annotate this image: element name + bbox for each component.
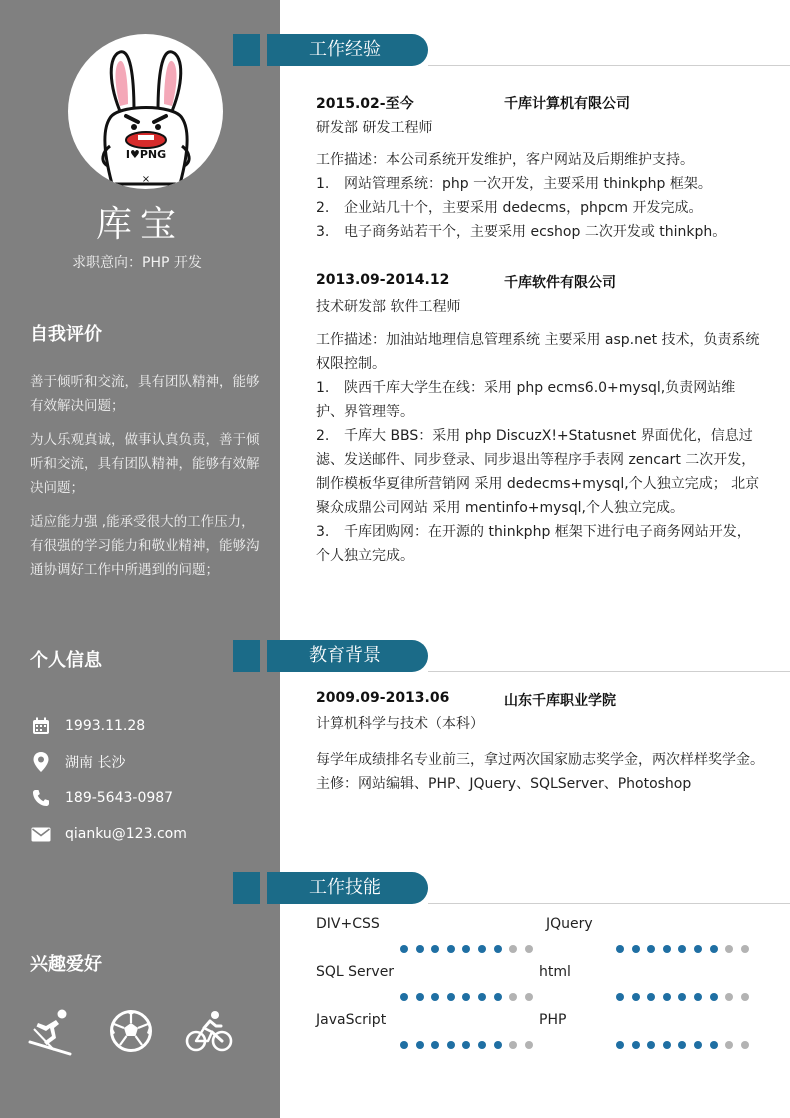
skill-dot-empty (725, 945, 733, 953)
skill-dot-filled (400, 945, 408, 953)
skill-dot-filled (663, 993, 671, 1001)
self-eval-paragraph: 善于倾听和交流，具有团队精神，能够有效解决问题； (30, 374, 260, 414)
job-intent: 求职意向：PHP 开发 (72, 255, 202, 271)
email-value: qianku@123.com (65, 826, 187, 842)
job-company: 千库计算机有限公司 (504, 96, 630, 112)
skill-dot-filled (431, 993, 439, 1001)
skill-dot-filled (678, 993, 686, 1001)
skill-dot-filled (632, 945, 640, 953)
skill-dot-filled (494, 945, 502, 953)
skill-dot-filled (431, 1041, 439, 1049)
skill-dot-filled (416, 1041, 424, 1049)
skill-dot-filled (462, 945, 470, 953)
skill-dot-filled (647, 945, 655, 953)
skill-dot-filled (647, 1041, 655, 1049)
skill-dot-empty (741, 993, 749, 1001)
job-item: 3. 电子商务站若干个，主要采用 ecshop 二次开发或 thinkph。 (316, 224, 727, 240)
skill-dot-filled (632, 993, 640, 1001)
education-detail: 每学年成绩排名专业前三，拿过两次国家励志奖学金，两次样样奖学金。 (316, 752, 764, 768)
skill-dot-filled (710, 993, 718, 1001)
skill-dot-filled (494, 993, 502, 1001)
skill-dot-filled (616, 1041, 624, 1049)
location-value: 湖南 长沙 (65, 755, 126, 771)
skill-dot-filled (663, 1041, 671, 1049)
skill-dot-empty (509, 945, 517, 953)
skill-name: JQuery (546, 916, 593, 932)
candidate-name: 库宝 (95, 204, 184, 245)
birthday-value: 1993.11.28 (65, 718, 146, 734)
skill-dot-filled (663, 945, 671, 953)
education-school: 山东千库职业学院 (504, 693, 616, 709)
skill-dot-filled (694, 993, 702, 1001)
skill-dot-filled (678, 1041, 686, 1049)
job-item: 2. 千库大 BBS：采用 php DiscuzX!+Statusnet 界面优化，信息过滤、发送邮件、同步登录、同步退出等程序手表网 zencart 二次开发，制作模板华夏律所营销网 采用 dedecms+mysql,个人独立完成； 北京聚众成鼎公司网站 采用 mentinfo+mysql,个人独立完成。 (316, 428, 760, 516)
mail-icon (30, 823, 52, 845)
info-location (30, 750, 125, 774)
info-birthday (30, 714, 145, 738)
skill-dot-filled (416, 945, 424, 953)
job-item: 1. 网站管理系统：php 一次开发，主要采用 thinkphp 框架。 (316, 176, 712, 192)
svg-text:×: × (141, 174, 151, 185)
calendar-icon (30, 715, 52, 737)
phone-icon (30, 787, 52, 809)
skill-dot-empty (725, 1041, 733, 1049)
job-item: 2. 企业站几十个，主要采用 dedecms，phpcm 开发完成。 (316, 200, 703, 216)
skill-dot-empty (741, 945, 749, 953)
skill-name: SQL Server (316, 964, 395, 980)
phone-value: 189-5643-0987 (65, 790, 174, 806)
job-role: 技术研发部 软件工程师 (316, 299, 461, 315)
job-description: 工作描述：本公司系统开发维护，客户网站及后期维护支持。 1. 网站管理系统：php 一次开发，主要采用 thinkphp 框架。 2. 企业站几十个，主要采用 dedecms，phpcm 开发完成。 3. 电子商务站若干个，主要采用 ecshop 二次开发或 thinkph。 (316, 148, 760, 244)
svg-text:I♥PNG: I♥PNG (125, 148, 167, 161)
education-period: 2009.09-2013.06 (316, 690, 450, 706)
skill-dot-filled (710, 945, 718, 953)
self-eval-paragraph: 适应能力强 ,能承受很大的工作压力，有很强的学习能力和敬业精神，能够沟通协调好工作中所遇到的问题； (30, 514, 260, 578)
skill-dot-filled (400, 993, 408, 1001)
sidebar (0, 0, 280, 1118)
skill-dot-filled (694, 1041, 702, 1049)
skill-name: html (539, 964, 571, 980)
education-major: 计算机科学与技术（本科） (316, 716, 484, 732)
info-phone (30, 786, 173, 810)
skill-dot-filled (478, 945, 486, 953)
self-eval-list (30, 370, 262, 592)
skill-dot-empty (725, 993, 733, 1001)
job-item: 3. 千库团购网：在开源的 thinkphp 框架下进行电子商务网站开发，个人独立完成。 (316, 524, 751, 564)
location-pin-icon (30, 751, 52, 773)
skill-dot-empty (509, 993, 517, 1001)
info-email (30, 822, 187, 846)
skiing-icon (26, 1006, 76, 1056)
cycling-icon (184, 1006, 234, 1056)
skill-dot-filled (678, 945, 686, 953)
skill-dot-filled (616, 945, 624, 953)
skill-dot-filled (447, 993, 455, 1001)
skill-dot-filled (462, 1041, 470, 1049)
skill-dot-empty (525, 945, 533, 953)
skill-dot-empty (525, 1041, 533, 1049)
hobbies-title: 兴趣爱好 (30, 954, 102, 975)
soccer-icon (106, 1006, 156, 1056)
skill-dot-empty (509, 1041, 517, 1049)
skill-dot-filled (710, 1041, 718, 1049)
job-description: 工作描述：加油站地理信息管理系统 主要采用 asp.net 技术，负责系统权限控制。 1. 陕西千库大学生在线：采用 php ecms6.0+mysql,负责网站维护、界管理等。 2. 千库大 BBS：采用 php DiscuzX!+Statusnet 界面优化，信息过滤、发送邮件、同步登录、同步退出等程序手表网 zencart 二次开发，制作模板华夏律所营销网 采用 dedecms+mysql,个人独立完成； 北京聚众成鼎公司网站 采用 mentinfo+mysql,个人独立完成。 3. 千库团购网：在开源的 thinkphp 框架下进行电子商务网站开发，个人独立完成。 (316, 328, 760, 568)
job-company: 千库软件有限公司 (504, 275, 616, 291)
skill-name: JavaScript (316, 1012, 387, 1028)
skill-dot-empty (741, 1041, 749, 1049)
job-item: 1. 陕西千库大学生在线：采用 php ecms6.0+mysql,负责网站维护、界管理等。 (316, 380, 736, 420)
skill-name: DIV+CSS (316, 916, 380, 932)
section-title: 工作经验 (267, 34, 428, 66)
job-role: 研发部 研发工程师 (316, 120, 433, 136)
skill-dot-filled (400, 1041, 408, 1049)
skill-dot-filled (447, 945, 455, 953)
self-eval-title: 自我评价 (30, 324, 102, 345)
skill-dot-empty (525, 993, 533, 1001)
skill-dot-filled (462, 993, 470, 1001)
skill-dot-filled (647, 993, 655, 1001)
personal-info-title: 个人信息 (30, 650, 102, 671)
self-eval-paragraph: 为人乐观真诚，做事认真负责，善于倾听和交流，具有团队精神，能够有效解决问题； (30, 432, 260, 496)
skill-dot-filled (416, 993, 424, 1001)
skill-dot-filled (616, 993, 624, 1001)
skill-dot-filled (632, 1041, 640, 1049)
skill-dot-filled (694, 945, 702, 953)
avatar (68, 34, 223, 189)
skill-dot-filled (431, 945, 439, 953)
education-courses: 主修：网站编辑、PHP、JQuery、SQLServer、Photoshop (316, 776, 692, 792)
skill-dot-filled (494, 1041, 502, 1049)
section-title: 教育背景 (267, 640, 428, 672)
skill-dot-filled (478, 1041, 486, 1049)
skill-dot-filled (478, 993, 486, 1001)
job-period: 2015.02-至今 (316, 96, 414, 112)
skill-dot-filled (447, 1041, 455, 1049)
job-period: 2013.09-2014.12 (316, 272, 450, 288)
skill-name: PHP (539, 1012, 567, 1028)
bunny-avatar-icon (68, 34, 223, 189)
section-title: 工作技能 (267, 872, 428, 904)
